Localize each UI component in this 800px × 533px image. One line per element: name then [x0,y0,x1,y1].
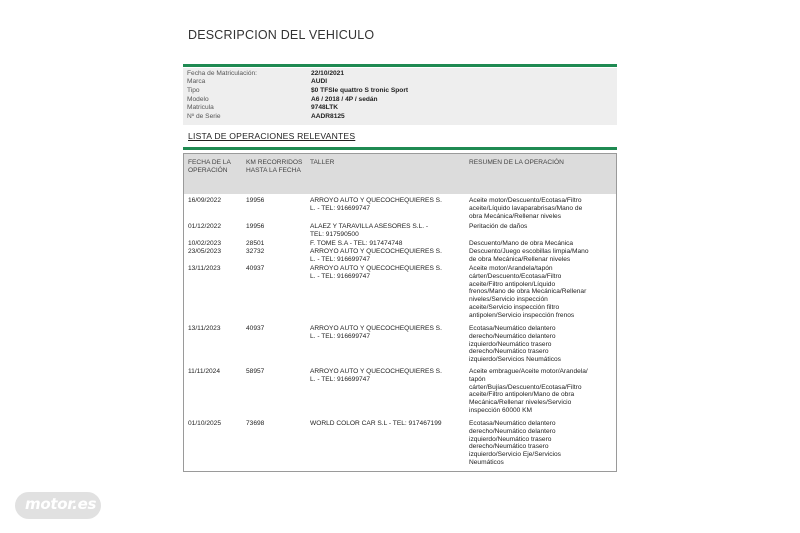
vehicle-label: Fecha de Matriculación: [187,70,258,77]
cell-km: 19956 [246,223,265,230]
cell-summary: Aceite motor/Descuento/Ecotasa/Filtro aceite/Líquido lavaparabrisas/Mano de obra Mecánica/Rellenar niveles [469,197,583,220]
vehicle-value: 9748LTK [311,104,338,111]
cell-km: 19956 [246,197,265,204]
cell-workshop: ARROYO AUTO Y QUECOCHEQUIERES S. L. - TEL: 916699747 [310,368,442,383]
cell-workshop: WORLD COLOR CAR S.L - TEL: 917467199 [310,420,442,427]
document-title: DESCRIPCION DEL VEHICULO [188,28,375,42]
vehicle-value: A6 / 2018 / 4P / sedán [311,96,378,103]
cell-date: 13/11/2023 [188,265,221,272]
cell-km: 40937 [246,265,265,272]
cell-workshop: F. TOME S.A - TEL: 917474748 [310,240,403,247]
watermark-text: motor.es [25,495,97,513]
vehicle-value: AADR8125 [311,113,345,120]
header-km: KM RECORRIDOS HASTA LA FECHA [246,159,303,174]
header-date: FECHA DE LA OPERACIÓN [188,159,231,174]
cell-summary: Ecotasa/Neumático delantero derecho/Neumático delantero izquierdo/Neumático trasero derecho/Neumático trasero izquierdo/Servicios Neumáticos [469,325,561,364]
cell-workshop: ARROYO AUTO Y QUECOCHEQUIERES S. L. - TEL: 916699747 [310,265,442,280]
cell-workshop: ARROYO AUTO Y QUECOCHEQUIERES S. L. - TEL: 916699747 [310,325,442,340]
vehicle-label: Matricula [187,104,214,111]
vehicle-label: Tipo [187,87,200,94]
cell-date: 13/11/2023 [188,325,221,332]
header-summary: RESUMEN DE LA OPERACIÓN [469,159,564,166]
cell-date: 10/02/2023 [188,240,222,247]
vehicle-value: $0 TFSIe quattro S tronic Sport [311,87,409,94]
table-header [184,154,616,194]
cell-km: 28501 [246,240,265,247]
vehicle-label: Marca [187,78,206,85]
cell-km: 32732 [246,248,265,255]
cell-date: 16/09/2022 [188,197,222,204]
cell-km: 40937 [246,325,265,332]
green-rule-bottom [183,147,617,150]
vehicle-value: 22/10/2021 [311,70,345,77]
cell-workshop: ALAEZ Y TARAVILLA ASESORES S.L. - TEL: 917590500 [310,223,429,238]
vehicle-label: Nº de Serie [187,113,221,120]
cell-workshop: ARROYO AUTO Y QUECOCHEQUIERES S. L. - TEL: 916699747 [310,197,442,212]
vehicle-value: AUDI [311,78,328,85]
cell-km: 73698 [246,420,265,427]
cell-summary: Descuento/Mano de obra Mecánica [469,240,574,247]
cell-summary: Descuento/Juego escobillas limpia/Mano de obra Mecánica/Rellenar niveles [469,248,589,263]
vehicle-label: Modelo [187,96,209,103]
cell-date: 23/05/2023 [188,248,222,255]
green-rule-top [183,64,617,67]
cell-summary: Ecotasa/Neumático delantero derecho/Neumático delantero izquierdo/Neumático trasero derecho/Neumático trasero izquierdo/Servicio Eje/Servicios Neumáticos [469,420,561,466]
cell-workshop: ARROYO AUTO Y QUECOCHEQUIERES S. L. - TEL: 916699747 [310,248,442,263]
cell-summary: Peritación de daños [469,223,528,230]
cell-summary: Aceite embrague/Aceite motor/Arandela/ tapón cárter/Bujías/Descuento/Ecotasa/Filtro aceite/Filtro antipolen/Mano de obra Mecánica/Rellenar niveles/Servicio inspección 60000 KM [469,368,588,414]
vehicle-info-box [183,68,617,125]
operations-title: LISTA DE OPERACIONES RELEVANTES [188,131,356,141]
operations-table [183,153,617,472]
cell-date: 01/10/2025 [188,420,222,427]
header-workshop: TALLER [310,159,335,166]
watermark-logo [15,492,101,519]
cell-km: 58957 [246,368,265,375]
cell-date: 01/12/2022 [188,223,222,230]
cell-summary: Aceite motor/Arandela/tapón cárter/Descuento/Ecotasa/Filtro aceite/Filtro antipolen/Líquido frenos/Mano de obra Mecánica/Rellenar niveles/Servicio inspección aceite/Servicio inspección filtro antipolen/Servicio inspección frenos [469,265,587,319]
cell-date: 11/11/2024 [188,368,221,375]
